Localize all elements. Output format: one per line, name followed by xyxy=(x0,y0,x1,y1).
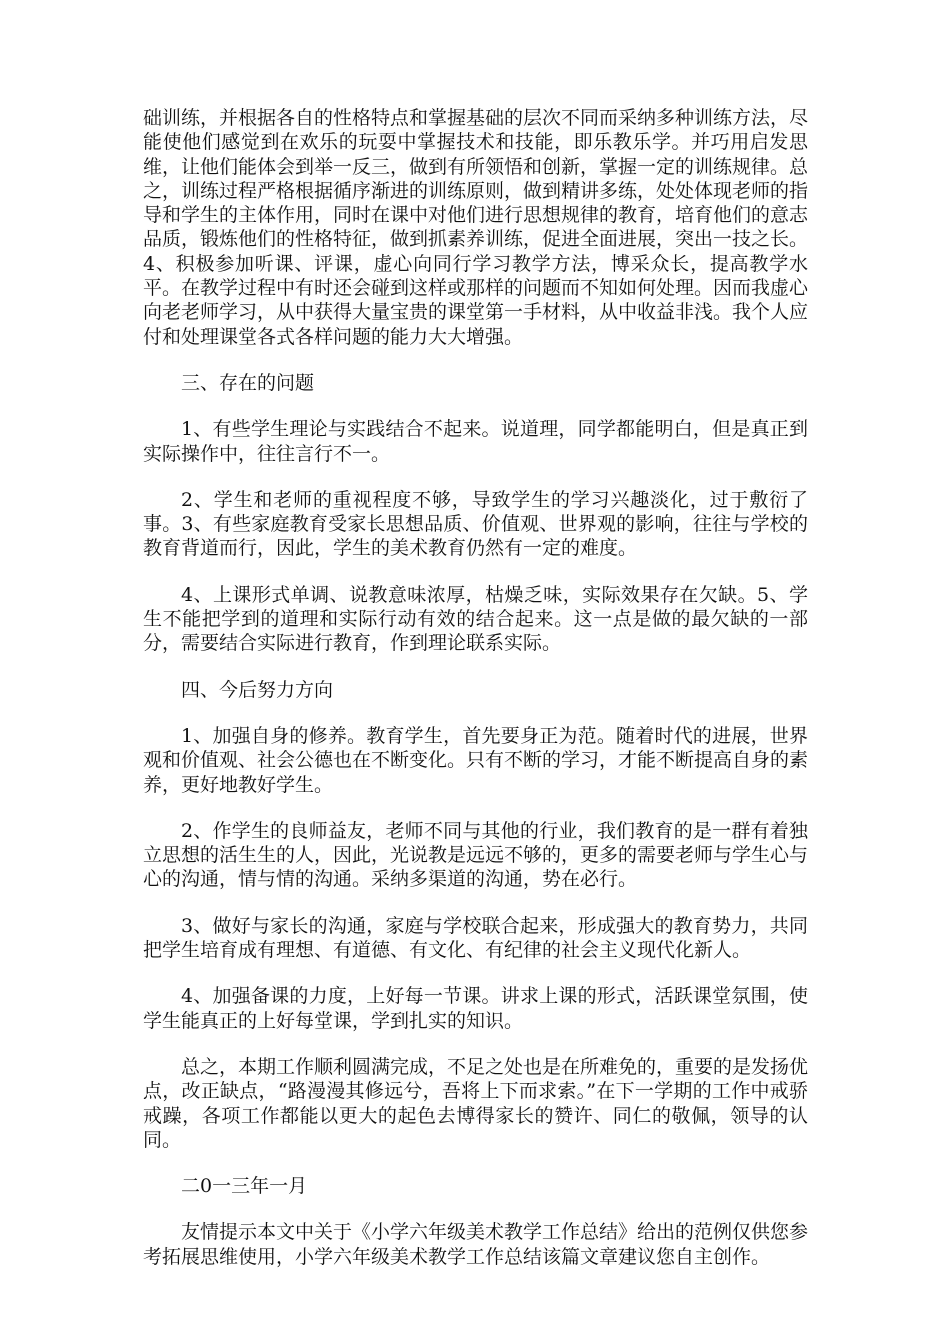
paragraph-direction-2: 2、作学生的良师益友，老师不同与其他的行业，我们教育的是一群有着独立思想的活生生的人，因此，光说教是远远不够的，更多的需要老师与学生心与心的沟通，情与情的沟通。采纳多渠道的沟通，势在必行。 xyxy=(143,819,809,891)
paragraph-direction-1: 1、加强自身的修养。教育学生，首先要身正为范。随着时代的进展，世界观和价值观、社会公德也在不断变化。只有不断的学习，才能不断提高自身的素养，更好地教好学生。 xyxy=(143,724,809,796)
paragraph-direction-4: 4、加强备课的力度，上好每一节课。讲求上课的形式，活跃课堂氛围，使学生能真正的上好每堂课，学到扎实的知识。 xyxy=(143,985,808,1032)
paragraph-conclusion: 总之，本期工作顺利圆满完成，不足之处也是在所难免的，重要的是发扬优点，改正缺点，“路漫漫其修远兮，吾将上下而求索。”在下一学期的工作中戒骄戒躁，各项工作都能以更大的起色去博得家长的赞许、同仁的敬佩，领导的认同。 xyxy=(143,1055,809,1151)
paragraph-problem-4-5: 4、上课形式单调、说教意味浓厚，枯燥乏味，实际效果存在欠缺。5、学生不能把学到的道理和实际行动有效的结合起来。这一点是做的最欠缺的一部分，需要结合实际进行教育，作到理论联系实际。 xyxy=(143,583,808,655)
paragraph-continued-training: 础训练，并根据各自的性格特点和掌握基础的层次不同而采纳多种训练方法，尽能使他们感觉到在欢乐的玩耍中掌握技术和技能，即乐教乐学。并巧用启发思维，让他们能体会到举一反三，做到有所领悟和创新，掌握一定的训练规律。总之，训练过程严格根据循序渐进的训练原则，做到精讲多练，处处体现老师的指导和学生的主体作用，同时在课中对他们进行思想规律的教育，培育他们的意志品质，锻炼他们的性格特征，做到抓素养训练，促进全面进展，突出一技之长。4、积极参加听课、评课，虚心向同行学习教学方法，博采众长，提高教学水平。在教学过程中有时还会碰到这样或那样的问题而不知如何处理。因而我虚心向老老师学习，从中获得大量宝贵的课堂第一手材料，从中收益非浅。我个人应付和处理课堂各式各样问题的能力大大增强。 xyxy=(143,107,809,348)
paragraph-problem-1: 1、有些学生理论与实践结合不起来。说道理，同学都能明白，但是真正到实际操作中，往往言行不一。 xyxy=(143,418,808,465)
document-date: 二0一三年一月 xyxy=(181,1175,308,1198)
paragraph-problem-2-3: 2、学生和老师的重视程度不够，导致学生的学习兴趣淡化，过于敷衍了事。3、有些家庭教育受家长思想品质、价值观、世界观的影响，往往与学校的教育背道而行，因此，学生的美术教育仍然有一定的难度。 xyxy=(143,488,808,560)
paragraph-direction-3: 3、做好与家长的沟通，家庭与学校联合起来，形成强大的教育势力，共同把学生培育成有理想、有道德、有文化、有纪律的社会主义现代化新人。 xyxy=(143,914,808,962)
section-heading-existing-problems: 三、存在的问题 xyxy=(181,371,315,394)
paragraph-friendly-notice: 友情提示本文中关于《小学六年级美术教学工作总结》给出的范例仅供您参考拓展思维使用，小学六年级美术教学工作总结该篇文章建议您自主创作。 xyxy=(143,1221,809,1268)
document-body xyxy=(143,106,808,1291)
section-heading-future-direction: 四、今后努力方向 xyxy=(181,678,334,701)
